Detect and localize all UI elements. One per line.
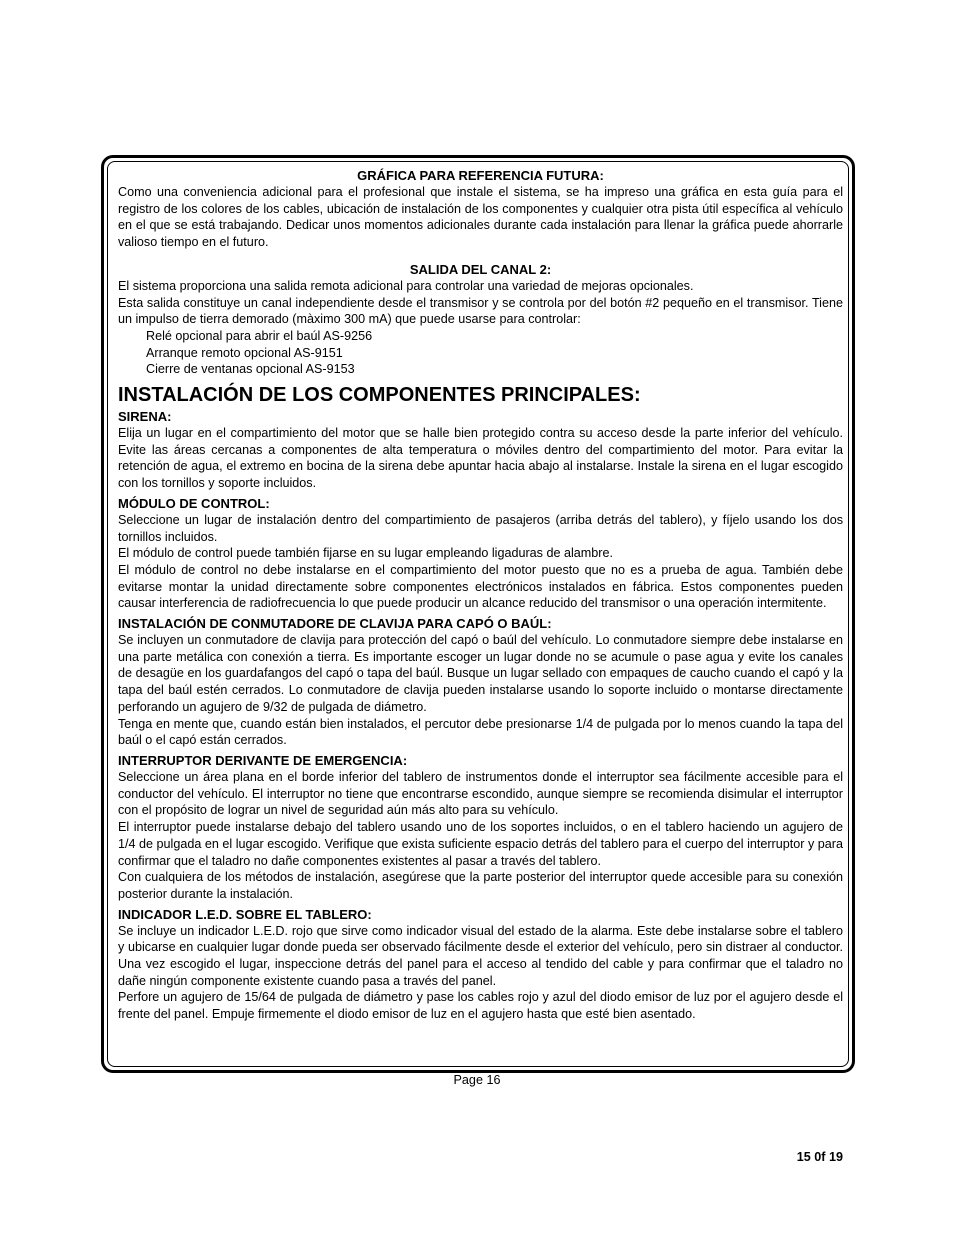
modulo-heading: MÓDULO DE CONTROL: [118,495,270,511]
led-p1: Se incluye un indicador L.E.D. rojo que sirve como indicador visual del estado de la alarma. Este debe instalarse sobre el tablero y ubicarse en cualquier lugar donde pueda ser observado fácilmente desde el exterior del vehículo, pero sin distraer al conductor. Una vez escogido el lugar, inspeccione detrás del panel para el acceso al tendido del cable y para confirmar que el taladro no dañe ningún componente existente cuando pasa a través del panel. [118,923,843,988]
canal2-heading: SALIDA DEL CANAL 2: [409,261,552,277]
document-content [118,167,843,1023]
main-title: INSTALACIÓN DE LOS COMPONENTES PRINCIPALES: [118,384,641,407]
canal2-item: Relé opcional para abrir el baúl AS-9256 [146,328,373,343]
page-count: 15 0f 19 [796,1150,843,1164]
led-p2: Perfore un agujero de 15/64 de pulgada de diámetro y pase los cables rojo y azul del diodo emisor de luz por el agujero desde el frente del panel. Empuje firmemente el diodo emisor de luz en el agujero hasta que esté bien asentado. [118,990,843,1022]
modulo-p2: El módulo de control puede también fijarse en su lugar empleando ligaduras de alambre. [118,546,613,561]
canal2-item: Arranque remoto opcional AS-9151 [146,345,343,360]
sirena-text: Elija un lugar en el compartimiento del motor que se halle bien protegido contra su acceso desde la parte inferior del vehículo. Evite las áreas cercanas a componentes de alta temperatura o móviles dentro del compartimiento del motor. Para evitar la retención de agua, el extremo en bocina de la sirena debe apuntar hacia abajo al instalarse. Instale la sirena en el lugar escogido con los tornillos y soporte incluidos. [118,426,843,491]
conmutador-heading: INSTALACIÓN DE CONMUTADORE DE CLAVIJA PARA CAPÓ O BAÚL: [118,616,552,632]
conmutador-p1: Se incluyen un conmutadore de clavija para protección del capó o baúl del vehículo. Lo conmutadore siempre debe instalarse en una parte metálica con conexión a tierra. Es importante escoger un lugar donde no se acumule o pase agua y evite los canales de desagüe en los guardafangos del capó o tapa del baúl. Busque un lugar sellado con empaques de caucho cuando el capó y la tapa del baúl estén cerrados. Lo conmutadore de clavija pueden instalarse usando lo soporte incluido o montarse directamente perforando un agujero de 9/32 de pulgada de diámetro. [118,633,843,714]
sirena-heading: SIRENA: [118,409,172,425]
canal2-line1: El sistema proporciona una salida remota adicional para controlar una variedad de mejoras opcionales. [118,278,694,293]
canal2-line2: Esta salida constituye un canal independiente desde el transmisor y se controla por del botón #2 pequeño en el transmisor. Tiene un impulso de tierra demorado (màximo 300 mA) que puede usarse para controlar: [118,295,843,327]
page-number: Page 16 [453,1073,501,1087]
grafica-heading: GRÁFICA PARA REFERENCIA FUTURA: [357,168,604,183]
interruptor-p3: Con cualquiera de los métodos de instalación, asegúrese que la parte posterior del interruptor quede accesible para su conexión posterior durante la instalación. [118,870,843,901]
led-heading: INDICADOR L.E.D. SOBRE EL TABLERO: [118,906,372,922]
modulo-p3: El módulo de control no debe instalarse en el compartimiento del motor puesto que no es a prueba de agua. También debe evitarse montar la unidad directamente sobre componentes electrónicos instalados en fábrica. Estos componentes pueden causar interferencia de radiofrecuencia lo que puede producir un alcance reducido del transmisor o una operación intermitente. [118,562,843,611]
interruptor-p1: Seleccione un área plana en el borde inferior del tablero de instrumentos donde el interruptor sea fácilmente accesible para el conductor del vehículo. El interruptor no tiene que encontrarse escondido, aunque siempre se recomienda disimular el interruptor con el propósito de lograr un nivel de seguridad aún más alto para su vehículo. [118,769,843,818]
interruptor-p2: El interruptor puede instalarse debajo del tablero usando uno de los soportes incluidos, o en el tablero haciendo un agujero de 1/4 de pulgada en el lugar escogido. Verifique que exista suficiente espacio detrás del tablero para el cuerpo del interruptor y para confirmar que el taladro no dañe componentes existentes al pasar a través del tablero. [118,820,843,868]
canal2-item: Cierre de ventanas opcional AS-9153 [146,362,355,377]
modulo-p1: Seleccione un lugar de instalación dentro del compartimiento de pasajeros (arriba detrás del tablero), y fíjelo usando los dos tornillos incluidos. [118,512,843,544]
grafica-text: Como una conveniencia adicional para el profesional que instale el sistema, se ha impreso una gráfica en esta guía para el registro de los colores de los cables, ubicación de instalación de los componentes y cualquier otra pista útil específica al vehículo en el que se está trabajando. Dedicar unos momentos adicionales durante cada instalación para llenar la gráfica puede ahorrarle valioso tiempo en el futuro. [118,185,843,250]
conmutador-p2: Tenga en mente que, cuando están bien instalados, el percutor debe presionarse 1/4 de pulgada por lo menos cuando la tapa del baúl o el capó están cerrados. [118,716,843,748]
interruptor-heading: INTERRUPTOR DERIVANTE DE EMERGENCIA: [118,752,408,768]
